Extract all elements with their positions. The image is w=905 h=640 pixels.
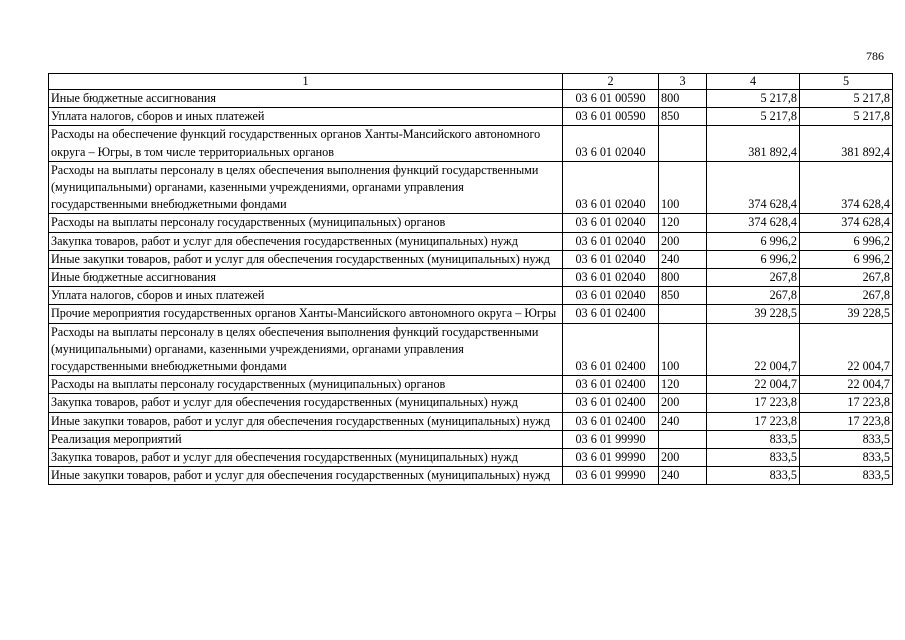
row-name-cell: Иные бюджетные ассигнования — [49, 269, 563, 287]
row-value5-cell: 6 996,2 — [800, 232, 893, 250]
table-row — [49, 126, 893, 161]
row-value4-cell: 17 223,8 — [707, 412, 800, 430]
row-value5-cell: 833,5 — [800, 467, 893, 485]
row-value5-cell: 5 217,8 — [800, 108, 893, 126]
row-name-cell: Уплата налогов, сборов и иных платежей — [49, 108, 563, 126]
row-type-cell: 850 — [659, 108, 707, 126]
row-name-cell: Закупка товаров, работ и услуг для обеспечения государственных (муниципальных) нужд — [49, 449, 563, 467]
row-value4-cell: 6 996,2 — [707, 250, 800, 268]
table-row — [49, 232, 893, 250]
row-type-cell: 240 — [659, 467, 707, 485]
row-name-cell: Закупка товаров, работ и услуг для обеспечения государственных (муниципальных) нужд — [49, 394, 563, 412]
row-code-cell: 03 6 01 02040 — [563, 269, 659, 287]
row-name-cell: Прочие мероприятия государственных органов Ханты-Мансийского автономного округа – Югры — [49, 305, 563, 323]
row-type-cell: 200 — [659, 232, 707, 250]
row-code-cell: 03 6 01 99990 — [563, 467, 659, 485]
row-name-cell: Иные закупки товаров, работ и услуг для обеспечения государственных (муниципальных) нужд — [49, 467, 563, 485]
row-value5-cell: 6 996,2 — [800, 250, 893, 268]
row-value4-cell: 267,8 — [707, 269, 800, 287]
row-name-cell: Расходы на выплаты персоналу государственных (муниципальных) органов — [49, 214, 563, 232]
row-value4-cell: 22 004,7 — [707, 376, 800, 394]
row-value4-cell: 833,5 — [707, 467, 800, 485]
row-type-cell — [659, 430, 707, 448]
row-value4-cell: 39 228,5 — [707, 305, 800, 323]
table-row — [49, 449, 893, 467]
table-row — [49, 214, 893, 232]
row-value5-cell: 374 628,4 — [800, 161, 893, 214]
row-value5-cell: 5 217,8 — [800, 90, 893, 108]
row-value4-cell: 5 217,8 — [707, 90, 800, 108]
row-name-cell: Реализация мероприятий — [49, 430, 563, 448]
table-row — [49, 108, 893, 126]
table-row — [49, 394, 893, 412]
table-header — [49, 74, 893, 90]
row-type-cell: 800 — [659, 90, 707, 108]
row-code-cell: 03 6 01 02040 — [563, 161, 659, 214]
row-value4-cell: 5 217,8 — [707, 108, 800, 126]
row-name-cell: Иные закупки товаров, работ и услуг для обеспечения государственных (муниципальных) нужд — [49, 412, 563, 430]
row-type-cell: 120 — [659, 214, 707, 232]
table-row — [49, 269, 893, 287]
row-value5-cell: 17 223,8 — [800, 412, 893, 430]
row-value5-cell: 17 223,8 — [800, 394, 893, 412]
row-type-cell: 240 — [659, 412, 707, 430]
row-code-cell: 03 6 01 02040 — [563, 126, 659, 161]
row-value5-cell: 22 004,7 — [800, 376, 893, 394]
table-row — [49, 467, 893, 485]
row-code-cell: 03 6 01 00590 — [563, 108, 659, 126]
table-row — [49, 250, 893, 268]
header-cell-5: 5 — [800, 74, 893, 90]
table-row — [49, 161, 893, 214]
header-row — [49, 74, 893, 90]
row-value5-cell: 833,5 — [800, 430, 893, 448]
table-row — [49, 323, 893, 376]
row-name-cell: Иные закупки товаров, работ и услуг для обеспечения государственных (муниципальных) нужд — [49, 250, 563, 268]
row-type-cell — [659, 305, 707, 323]
table-row — [49, 430, 893, 448]
row-code-cell: 03 6 01 99990 — [563, 430, 659, 448]
row-value5-cell: 374 628,4 — [800, 214, 893, 232]
row-type-cell: 100 — [659, 161, 707, 214]
row-value4-cell: 381 892,4 — [707, 126, 800, 161]
row-type-cell: 850 — [659, 287, 707, 305]
row-type-cell: 200 — [659, 394, 707, 412]
page-number: 786 — [866, 49, 884, 63]
table-body — [49, 90, 893, 485]
header-cell-1: 1 — [49, 74, 563, 90]
row-type-cell: 200 — [659, 449, 707, 467]
row-type-cell: 800 — [659, 269, 707, 287]
table-row — [49, 287, 893, 305]
row-code-cell: 03 6 01 99990 — [563, 449, 659, 467]
row-code-cell: 03 6 01 02040 — [563, 250, 659, 268]
header-cell-2: 2 — [563, 74, 659, 90]
row-name-cell: Уплата налогов, сборов и иных платежей — [49, 287, 563, 305]
row-value4-cell: 833,5 — [707, 430, 800, 448]
row-value5-cell: 39 228,5 — [800, 305, 893, 323]
row-value4-cell: 374 628,4 — [707, 214, 800, 232]
row-code-cell: 03 6 01 02400 — [563, 412, 659, 430]
row-value5-cell: 833,5 — [800, 449, 893, 467]
table-row — [49, 90, 893, 108]
row-code-cell: 03 6 01 02400 — [563, 394, 659, 412]
row-value4-cell: 17 223,8 — [707, 394, 800, 412]
row-code-cell: 03 6 01 02040 — [563, 214, 659, 232]
header-cell-3: 3 — [659, 74, 707, 90]
row-value5-cell: 22 004,7 — [800, 323, 893, 376]
table-row — [49, 376, 893, 394]
row-name-cell: Закупка товаров, работ и услуг для обеспечения государственных (муниципальных) нужд — [49, 232, 563, 250]
row-value5-cell: 267,8 — [800, 269, 893, 287]
row-value4-cell: 267,8 — [707, 287, 800, 305]
table-row — [49, 305, 893, 323]
row-code-cell: 03 6 01 02400 — [563, 305, 659, 323]
table-row — [49, 412, 893, 430]
row-value4-cell: 6 996,2 — [707, 232, 800, 250]
budget-table — [48, 73, 893, 485]
row-type-cell: 120 — [659, 376, 707, 394]
row-name-cell: Расходы на выплаты персоналу государственных (муниципальных) органов — [49, 376, 563, 394]
row-code-cell: 03 6 01 02400 — [563, 323, 659, 376]
row-code-cell: 03 6 01 02400 — [563, 376, 659, 394]
row-value4-cell: 374 628,4 — [707, 161, 800, 214]
row-value5-cell: 267,8 — [800, 287, 893, 305]
row-name-cell: Иные бюджетные ассигнования — [49, 90, 563, 108]
row-name-cell: Расходы на выплаты персоналу в целях обеспечения выполнения функций государственными (муниципальными) органами, казенными учреждениями, органами управления государственными внебюджетными фондами — [49, 323, 563, 376]
row-value4-cell: 22 004,7 — [707, 323, 800, 376]
header-cell-4: 4 — [707, 74, 800, 90]
row-code-cell: 03 6 01 00590 — [563, 90, 659, 108]
row-type-cell — [659, 126, 707, 161]
row-type-cell: 240 — [659, 250, 707, 268]
row-code-cell: 03 6 01 02040 — [563, 287, 659, 305]
row-value5-cell: 381 892,4 — [800, 126, 893, 161]
row-name-cell: Расходы на выплаты персоналу в целях обеспечения выполнения функций государственными (муниципальными) органами, казенными учреждениями, органами управления государственными внебюджетными фондами — [49, 161, 563, 214]
row-code-cell: 03 6 01 02040 — [563, 232, 659, 250]
row-type-cell: 100 — [659, 323, 707, 376]
row-name-cell: Расходы на обеспечение функций государственных органов Ханты-Мансийского автономного округа – Югры, в том числе территориальных органов — [49, 126, 563, 161]
row-value4-cell: 833,5 — [707, 449, 800, 467]
